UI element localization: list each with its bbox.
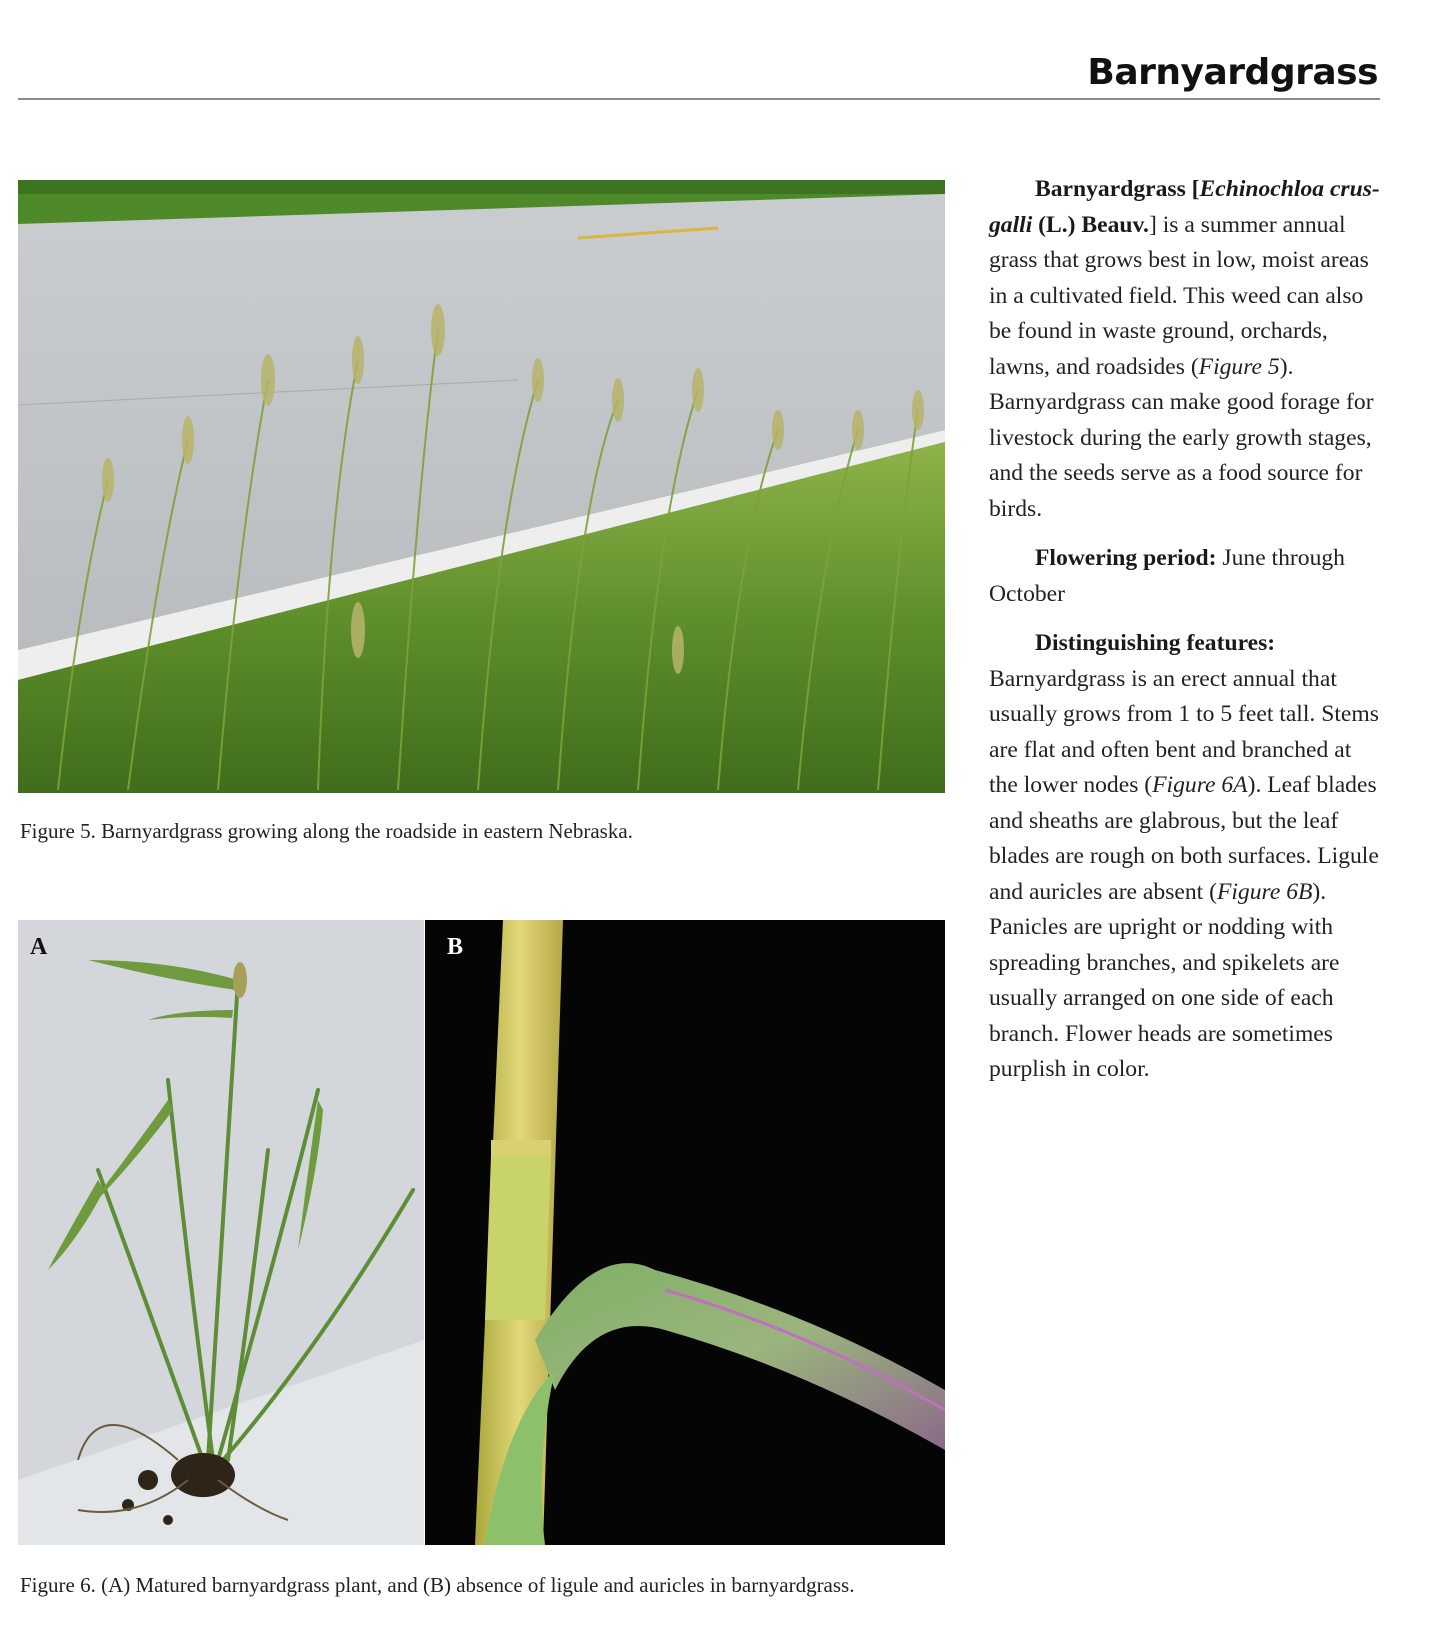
- features-label: Distinguishing features:: [1035, 630, 1276, 656]
- panel-b-label: B: [447, 934, 464, 960]
- intro-paragraph: Barnyardgrass [Echinochloa crus-galli (L.) Beauv.] is a summer annual grass that grows best in low, moist areas in a cultivated field. This weed can also be found in waste ground, orchards, lawns, and roadsides (Figure 5). Barnyardgrass can make good forage for livestock during the early growth stages, and the seeds serve as a food source for birds.: [989, 176, 1380, 522]
- figure-6a-reference: Figure 6A: [1152, 772, 1248, 798]
- figure-5-caption: Figure 5. Barnyardgrass growing along the roadside in eastern Nebraska.: [20, 819, 633, 843]
- latin-name: Echinochloa crus-galli: [989, 176, 1380, 238]
- figure-5-photo: [18, 180, 945, 793]
- figure-5-reference: Figure 5: [1198, 353, 1280, 380]
- authority: (L.) Beauv.: [1032, 211, 1149, 238]
- species-name: Barnyardgrass [: [1035, 176, 1200, 202]
- figure-6a-photo: [18, 920, 424, 1545]
- panel-a-label: A: [30, 934, 48, 960]
- figure-6b-reference: Figure 6B: [1216, 878, 1313, 905]
- features-paragraph: Distinguishing features: Barnyardgrass is an erect annual that usually grows from 1 to 5 feet tall. Stems are flat and often bent and branched at the lower nodes (Figure 6A). Leaf blades and sheaths are glabrous, but the leaf blades are rough on both surfaces. Ligule and auricles are absent (Figure 6B). Panicles are upright or nodding with spreading branches, and spikelets are usually arranged on one side of each branch. Flower heads are sometimes purplish in color.: [989, 630, 1379, 1082]
- flowering-paragraph: Flowering period: June through October: [989, 545, 1345, 607]
- figure-6: [18, 920, 945, 1545]
- figure-6-caption: Figure 6. (A) Matured barnyardgrass plant, and (B) absence of ligule and auricles in barnyardgrass.: [20, 1573, 855, 1597]
- body-text: [989, 172, 1384, 1102]
- title-divider: [18, 98, 1380, 100]
- flowering-label: Flowering period:: [1035, 545, 1217, 571]
- page-title: Barnyardgrass: [1087, 52, 1378, 93]
- figure-6b-photo: [425, 920, 945, 1545]
